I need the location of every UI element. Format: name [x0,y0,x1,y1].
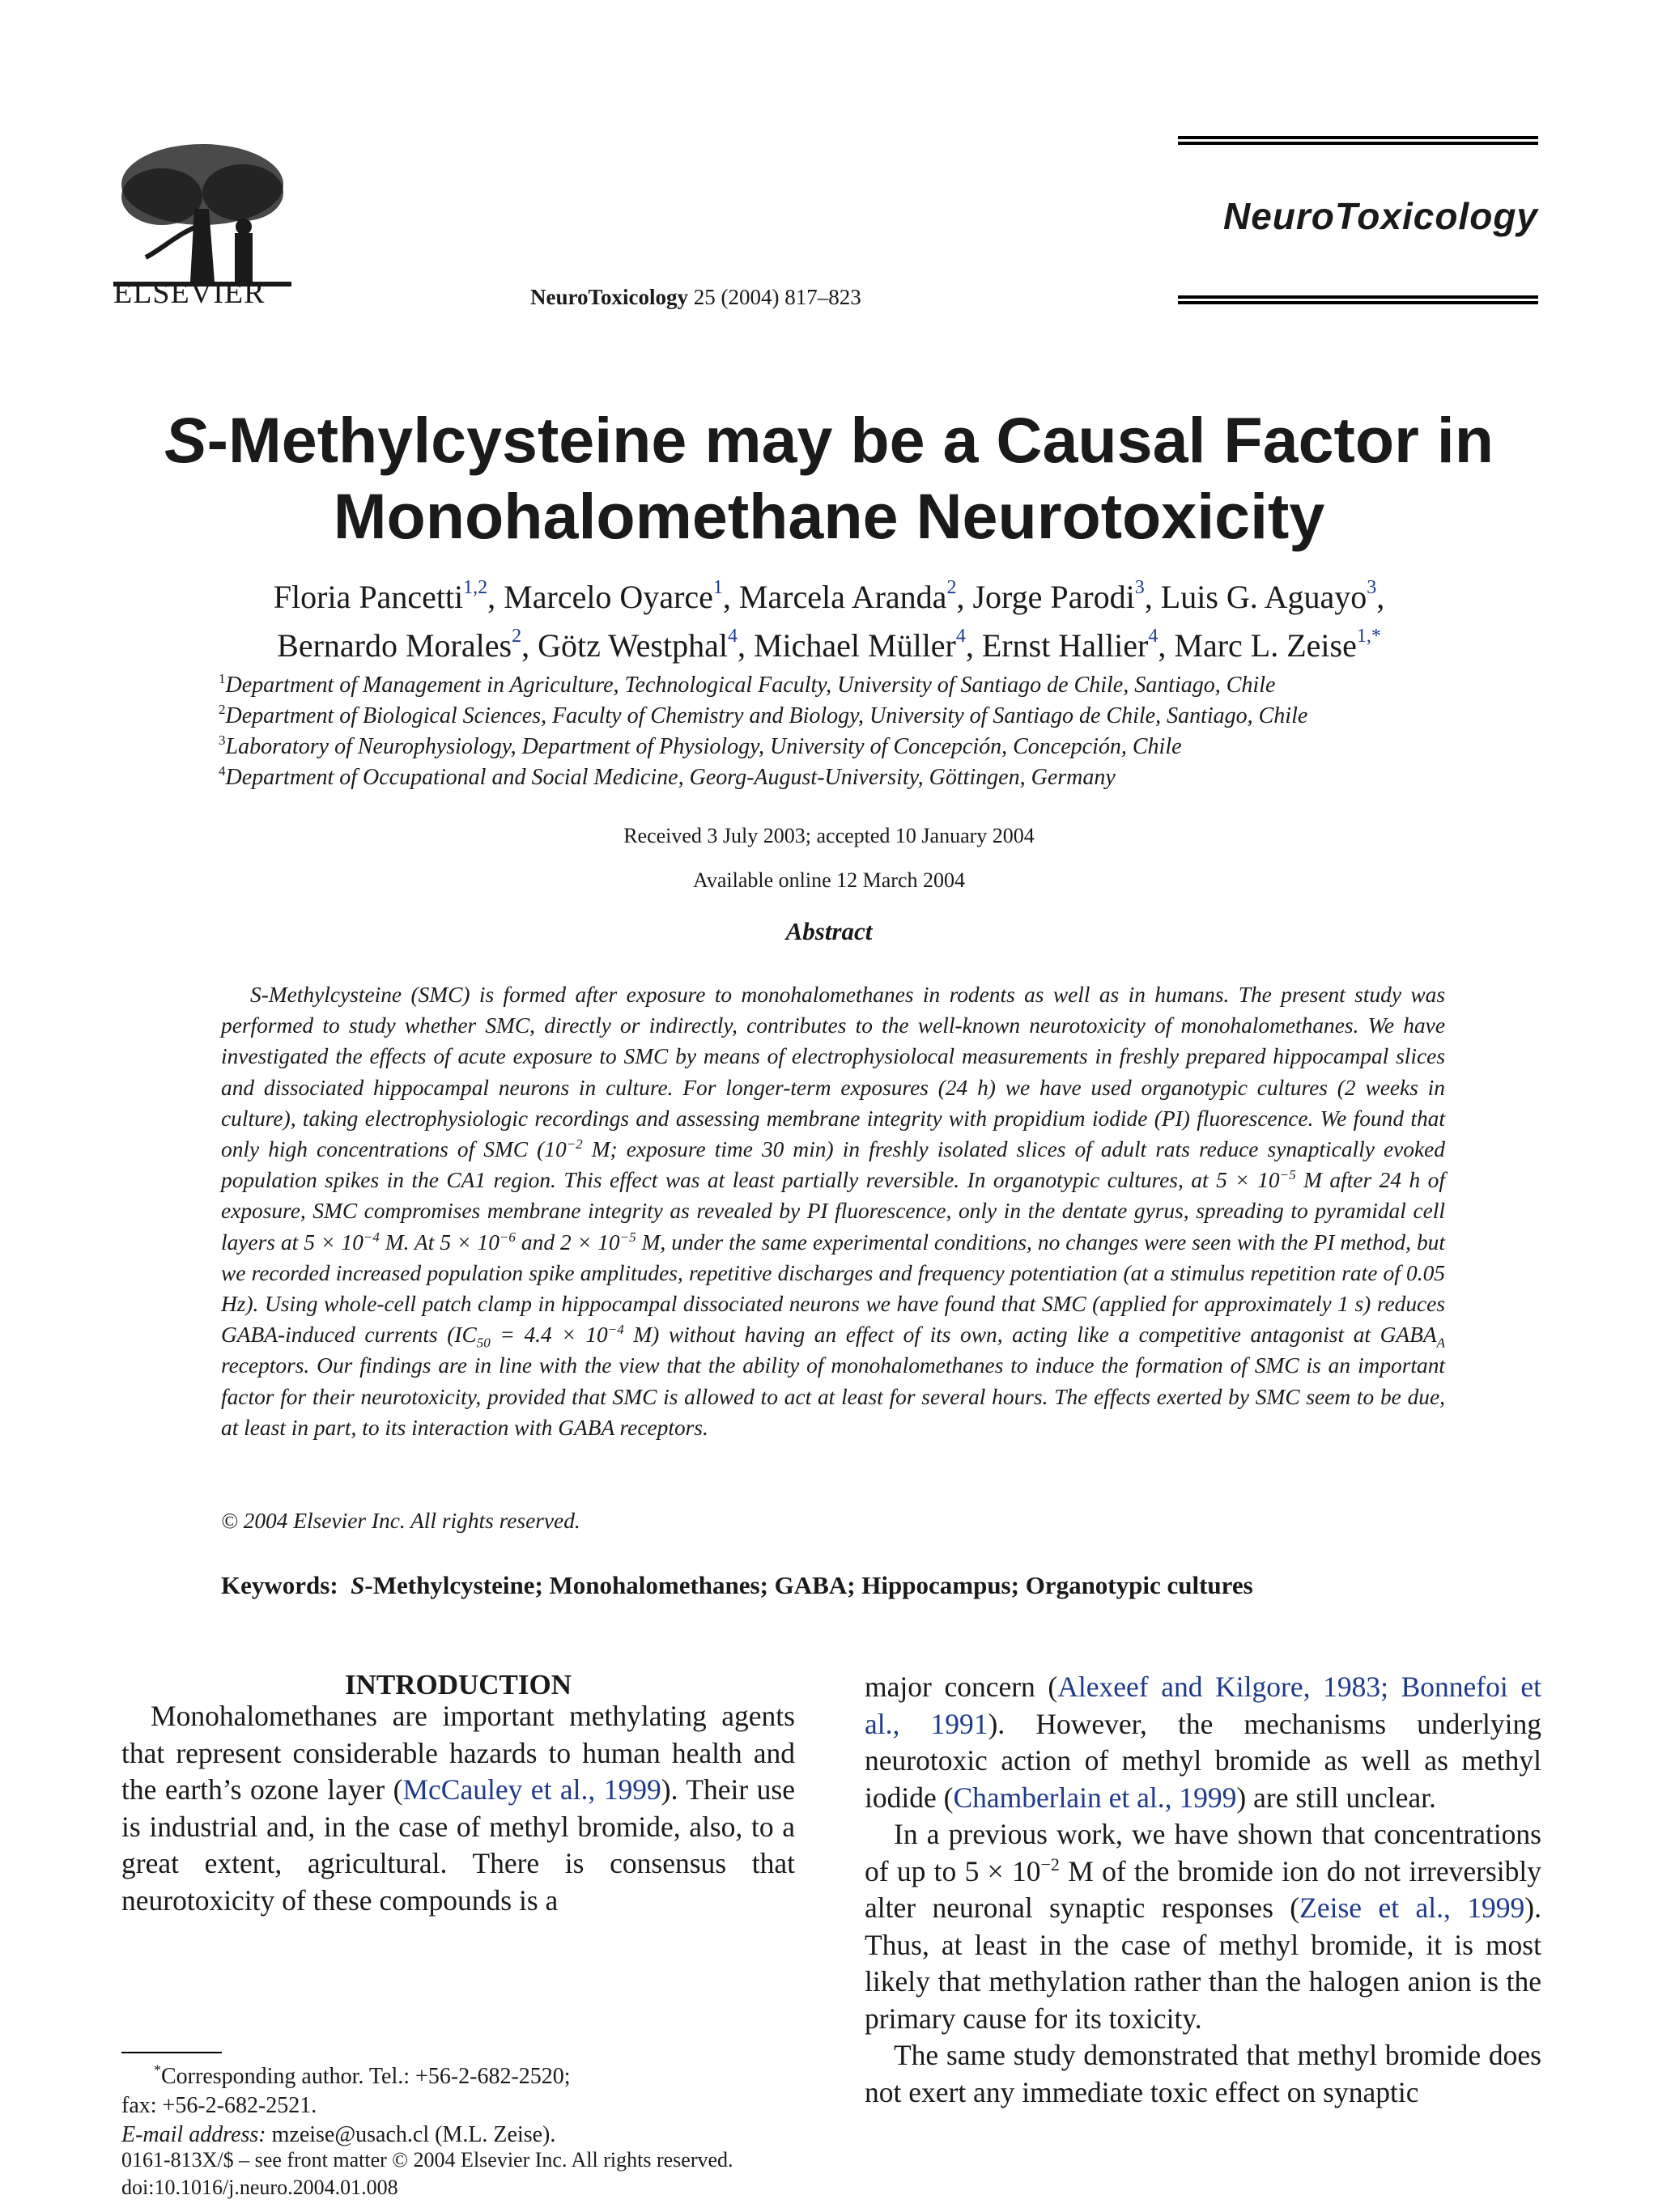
available-date: Available online 12 March 2004 [693,868,965,892]
footnote-email-label: E-mail address: [121,2122,266,2147]
affiliation-text: Laboratory of Neurophysiology, Department of Physiology, University of Concepción, Concepción, Chile [225,734,1182,759]
abstract-seg: M) without having an effect of its own, acting like a competitive antagonist at GABA [623,1323,1437,1348]
abstract-exp: −4 [363,1229,380,1245]
affiliation-num: 1 [219,671,226,686]
author-list [81,573,1577,670]
header-rule-top [1178,136,1538,145]
received-date: Received 3 July 2003; accepted 10 January 2004 [623,824,1035,847]
abstract-text [221,979,1445,1443]
intro-seg: Monohalomethanes are important methylating agents that represent considerable hazards to human health and the earth’s ozone layer ( [121,1700,795,1806]
abstract-seg: S-Methylcysteine (SMC) is formed after exposure to monohalomethanes in rodents as well as in humans. The present study was performed to study whether SMC, directly or indirectly, contributes to the well-known neurotoxicity of monohalomethanes. We have investigated the effects of acute exposure to SMC by means of electrophysiolocal measurements in freshly prepared hippocampal slices and dissociated hippocampal neurons in culture. For longer-term exposures (24 h) we have used organotypic cultures (2 weeks in culture), taking electrophysiologic recordings and assessing membrane integrity with propidium iodide (PI) fluorescence. We found that only high concentrations of SMC (10 [221,983,1445,1162]
front-matter-line: 0161-813X/$ – see front matter © 2004 Elsevier Inc. All rights reserved. [121,2148,733,2172]
author-affil-sup[interactable]: 4 [727,626,738,647]
abstract-seg: and 2 × 10 [515,1229,620,1255]
body-seg: In a previous work, we have shown that concentrations of up to 5 × 10 [865,1818,1541,1887]
right-paragraph-2 [865,1816,1541,2037]
footnote-tel: Corresponding author. Tel.: +56-2-682-2520; [161,2064,571,2089]
author-name: Bernardo Morales [277,627,512,664]
footnote-rule [121,2052,222,2053]
author-affil-sup[interactable]: 1,2 [463,577,488,598]
keywords-list: -Methylcysteine; Monohalomethanes; GABA; Hippocampus; Organotypic cultures [364,1571,1253,1599]
abstract-heading: Abstract [785,917,873,945]
author-affil-sup[interactable]: 1,* [1356,626,1381,647]
affiliation-item [219,762,1546,793]
author-affil-sup[interactable]: 3 [1134,577,1145,598]
body-seg: major concern ( [865,1671,1058,1703]
author-sep: , [487,579,504,615]
affiliation-text: Department of Management in Agriculture, Technological Faculty, University of Santiago de Chile, Santiago, Chile [225,673,1276,698]
affiliation-item [219,732,1546,762]
abstract-exp: −6 [499,1229,516,1245]
author-sep: , [1158,627,1175,664]
right-paragraph-3: The same study demonstrated that methyl bromide does not exert any immediate toxic effect on synaptic [865,2039,1541,2108]
left-column-body [121,1698,795,1919]
citation-journal: NeuroToxicology [530,285,689,309]
keywords-italic-s: S [351,1571,365,1599]
right-column-body [865,1669,1541,2111]
author-sep: , [737,627,754,664]
abstract-exp: −5 [1279,1167,1296,1183]
abstract-exp: −2 [566,1136,583,1152]
title-line-2: Monohalomethane Neurotoxicity [333,480,1325,552]
title-line-1: -Methylcysteine may be a Causal Factor in [206,404,1494,476]
doi-line[interactable]: doi:10.1016/j.neuro.2004.01.008 [121,2176,398,2199]
author-affil-sup[interactable]: 1 [712,577,723,598]
keywords-line [221,1571,1253,1600]
tree-emblem-icon [113,136,291,298]
corresponding-author-footnote [121,2062,795,2150]
citation-link[interactable]: Zeise et al., 1999 [1299,1891,1525,1924]
affiliation-text: Department of Occupational and Social Medicine, Georg-August-University, Göttingen, Germany [225,765,1116,790]
citation-link[interactable]: Alexeef and Kilgore, 1983; Bonnefoi et al., 1991 [865,1671,1541,1740]
abstract-exp: −5 [619,1229,636,1245]
publisher-name: ELSEVIER [113,276,266,310]
author-sep: , [722,579,739,615]
article-title [81,402,1577,554]
author-name: Ernst Hallier [981,627,1149,664]
abstract-seg: = 4.4 × 10 [490,1323,608,1348]
title-italic-s: S [164,404,207,476]
body-seg: ). However, the mechanisms underlying neurotoxic action of methyl bromide as well as methyl iodide ( [865,1707,1541,1814]
author-sep: , [956,579,973,615]
abstract-sub: A [1436,1335,1445,1351]
front-matter-info [121,2146,733,2201]
journal-citation [530,285,861,310]
citation-link[interactable]: Chamberlain et al., 1999 [953,1781,1237,1814]
abstract-seg: M after 24 h of exposure, SMC compromises membrane integrity as revealed by PI fluorescence, only in the dentate gyrus, spreading to pyramidal cell layers at 5 × 10 [221,1168,1445,1255]
footnote-fax: fax: +56-2-682-2521. [121,2093,317,2118]
intro-seg: ). Their use is industrial and, in the case of methyl bromide, also, to a great extent, agricultural. There is consensus that neurotoxicity of these compounds is a [121,1773,795,1917]
author-name: Marcela Aranda [738,579,947,615]
affiliation-num: 4 [219,763,226,779]
citation-link[interactable]: McCauley et al., 1999 [402,1773,661,1806]
author-affil-sup[interactable]: 3 [1367,577,1377,598]
author-name: Marcelo Oyarce [504,579,713,615]
abstract-copyright: © 2004 Elsevier Inc. All rights reserved. [221,1509,580,1533]
author-name: Luis G. Aguayo [1160,579,1367,615]
author-name: Marc L. Zeise [1174,627,1357,664]
author-affil-sup[interactable]: 4 [955,626,966,647]
article-dates [81,813,1577,902]
abstract-seg: receptors. Our findings are in line with the view that the ability of monohalomethanes to induce the formation of SMC is an important factor for their neurotoxicity, provided that SMC is allowed to act at least for several hours. The effects exerted by SMC seem to be due, at least in part, to its interaction with GABA receptors. [221,1353,1445,1440]
right-paragraph-1 [865,1669,1541,1816]
keywords-label: Keywords: [221,1571,338,1599]
abstract-seg: M; exposure time 30 min) in freshly isolated slices of adult rats reduce synaptically evoked population spikes in the CA1 region. This effect was at least partially reversible. In organotypic cultures, at 5 × 10 [221,1137,1445,1193]
author-sep: , [1376,579,1385,615]
footnote-email[interactable]: mzeise@usach.cl (M.L. Zeise). [266,2122,556,2147]
affiliation-num: 3 [219,732,226,748]
citation-volume-pages: 25 (2004) 817–823 [693,285,861,309]
affiliation-list [219,670,1546,793]
affiliation-num: 2 [219,702,226,717]
abstract-seg: M, under the same experimental conditions, no changes were seen with the PI method, but we recorded increased population spike amplitudes, repetitive discharges and frequency potentiation (at a stimulus repetition rate of 0.05 Hz). Using whole-cell patch clamp in hippocampal dissociated neurons we have found that SMC (applied for approximately 1 s) reduces GABA-induced currents (IC [221,1229,1445,1348]
author-name: Götz Westphal [538,627,728,664]
header-rule-bottom [1178,295,1538,304]
author-name: Michael Müller [753,627,956,664]
affiliation-item [219,701,1546,732]
affiliation-item [219,670,1546,701]
abstract-sub: 50 [476,1335,491,1351]
abstract-exp: −4 [607,1322,624,1338]
introduction-heading: INTRODUCTION [344,1669,572,1700]
abstract-seg: M. At 5 × 10 [379,1229,500,1255]
journal-brand: NeuroToxicology [1223,195,1538,237]
intro-paragraph [121,1698,795,1919]
footnote-star: * [154,2061,161,2078]
author-sep: , [521,627,538,664]
body-seg: ) are still unclear. [1236,1781,1436,1814]
author-sep: , [965,627,982,664]
body-seg: ). Thus, at least in the case of methyl bromide, it is most likely that methylation rather than the halogen anion is the primary cause for its toxicity. [865,1891,1541,2035]
author-name: Jorge Parodi [972,579,1135,615]
author-sep: , [1144,579,1161,615]
body-exp: −2 [1040,1853,1060,1874]
author-affil-sup[interactable]: 2 [512,626,522,647]
author-affil-sup[interactable]: 2 [946,577,957,598]
author-affil-sup[interactable]: 4 [1148,626,1158,647]
affiliation-text: Department of Biological Sciences, Faculty of Chemistry and Biology, University of Santiago de Chile, Santiago, Chile [225,703,1308,728]
body-seg: M of the bromide ion do not irreversibly alter neuronal synaptic responses ( [865,1854,1541,1924]
author-name: Floria Pancetti [273,579,464,615]
